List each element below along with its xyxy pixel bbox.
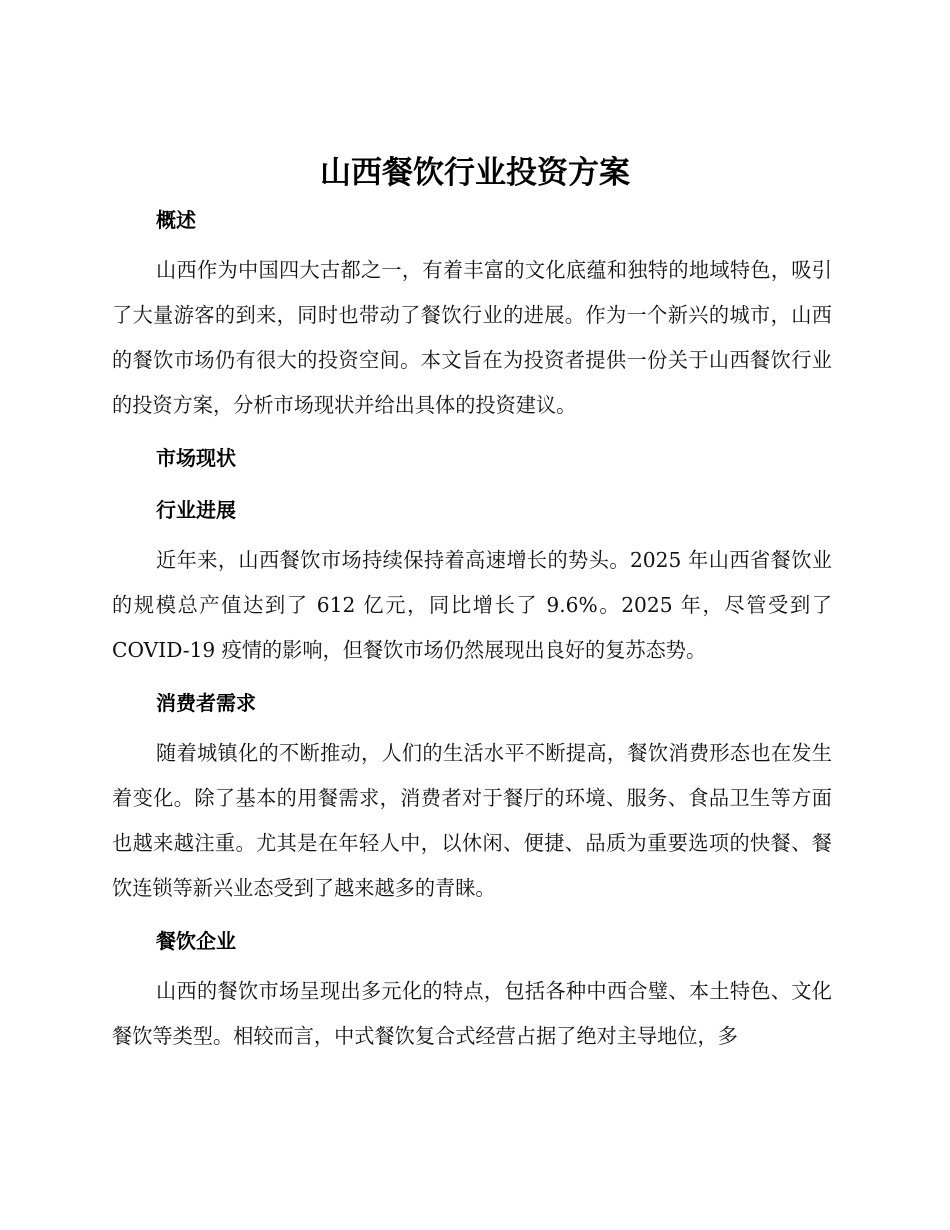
- section-paragraph-consumer: 随着城镇化的不断推动，人们的生活水平不断提高，餐饮消费形态也在发生着变化。除了基本的用餐需求，消费者对于餐厅的环境、服务、食品卫生等方面也越来越注重。尤其是在年轻人中，以休闲、便捷、品质为重要选项的快餐、餐饮连锁等新兴业态受到了越来越多的青睐。: [112, 741, 832, 900]
- section-heading-enterprise: 餐饮企业: [156, 929, 236, 953]
- section-heading-industry: 行业进展: [156, 498, 236, 522]
- section-paragraph-overview: 山西作为中国四大古都之一，有着丰富的文化底蕴和独特的地域特色，吸引了大量游客的到来，同时也带动了餐饮行业的进展。作为一个新兴的城市，山西的餐饮市场仍有很大的投资空间。本文旨在为投资者提供一份关于山西餐饮行业的投资方案，分析市场现状并给出具体的投资建议。: [112, 258, 832, 417]
- section-heading-overview: 概述: [156, 208, 196, 232]
- section-heading-consumer: 消费者需求: [156, 691, 256, 715]
- section-heading-market: 市场现状: [156, 446, 236, 470]
- document-body: [112, 198, 832, 1059]
- document-title: 山西餐饮行业投资方案: [320, 155, 630, 191]
- section-paragraph-enterprise: 山西的餐饮市场呈现出多元化的特点，包括各种中西合璧、本土特色、文化餐饮等类型。相较而言，中式餐饮复合式经营占据了绝对主导地位，多: [112, 979, 832, 1048]
- section-paragraph-industry: 近年来，山西餐饮市场持续保持着高速增长的势头。2025 年山西省餐饮业的规模总产值达到了 612 亿元，同比增长了 9.6%。2025 年，尽管受到了 COVID-19 疫情的影响，但餐饮市场仍然展现出良好的复苏态势。: [112, 548, 832, 662]
